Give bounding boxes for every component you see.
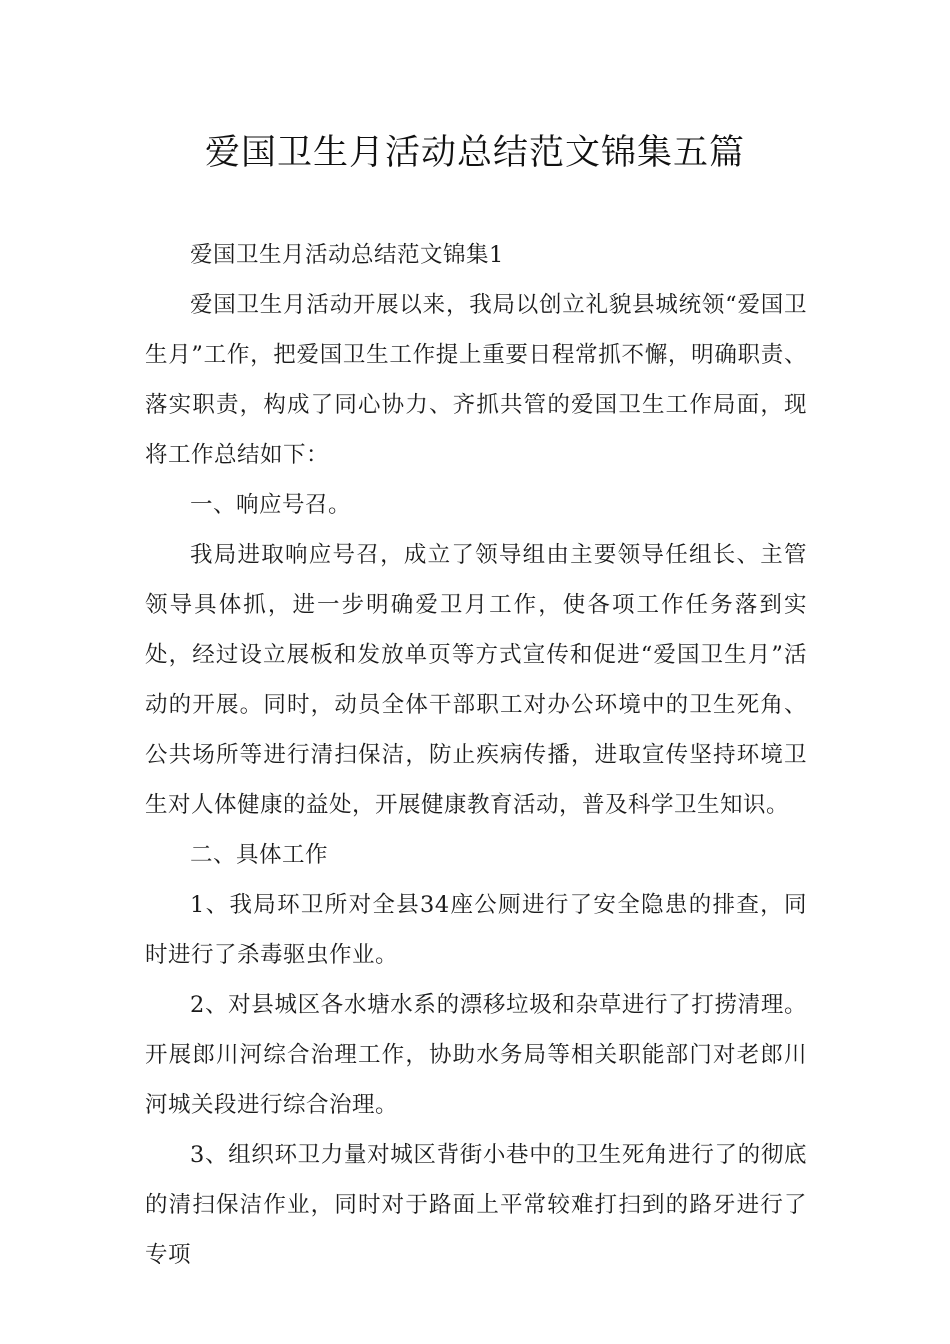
list-item: 2、对县城区各水塘水系的漂移垃圾和杂草进行了打捞清理。开展郎川河综合治理工作，协助水务局等相关职能部门对老郎川河城关段进行综合治理。: [145, 992, 807, 1118]
paragraph: 爱国卫生月活动开展以来，我局以创立礼貌县城统领“爱国卫生月”工作，把爱国卫生工作提上重要日程常抓不懈，明确职责、落实职责，构成了同心协力、齐抓共管的爱国卫生工作局面，现将工作总结如下：: [145, 292, 807, 468]
list-item: 3、组织环卫力量对城区背街小巷中的卫生死角进行了的彻底的清扫保洁作业，同时对于路面上平常较难打扫到的路牙进行了专项: [145, 1142, 807, 1268]
document-title: 爱国卫生月活动总结范文锦集五篇: [204, 133, 745, 173]
section-heading: 二、具体工作: [190, 842, 329, 868]
paragraph: 我局进取响应号召，成立了领导组由主要领导任组长、主管领导具体抓，进一步明确爱卫月工作，使各项工作任务落到实处，经过设立展板和发放单页等方式宣传和促进“爱国卫生月”活动的开展。同时，动员全体干部职工对办公环境中的卫生死角、公共场所等进行清扫保洁，防止疾病传播，进取宣传坚持环境卫生对人体健康的益处，开展健康教育活动，普及科学卫生知识。: [145, 542, 807, 818]
document-body: [145, 230, 807, 1280]
list-item: 1、我局环卫所对全县34座公厕进行了安全隐患的排查，同时进行了杀毒驱虫作业。: [145, 892, 807, 968]
section-heading: 一、响应号召。: [190, 492, 352, 518]
section-heading: 爱国卫生月活动总结范文锦集1: [190, 242, 504, 268]
